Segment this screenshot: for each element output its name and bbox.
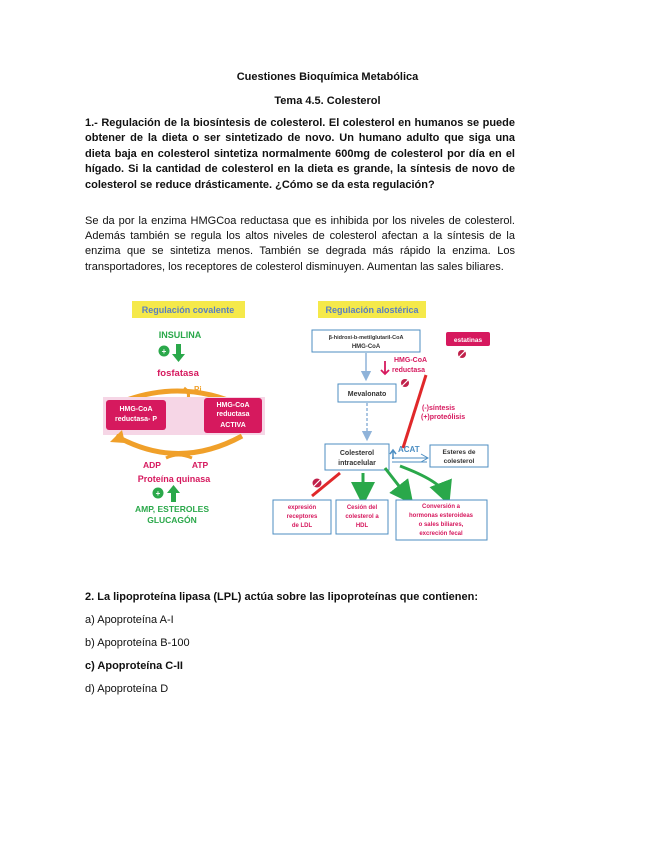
option-d: d) Apoproteína D	[85, 683, 169, 695]
covalent-regulation-panel	[100, 296, 270, 544]
synthesis-label: (-)síntesis	[422, 405, 456, 412]
enzyme-phosphorylated-box	[106, 400, 166, 430]
allosteric-regulation-panel	[273, 301, 490, 540]
cholesterol-line1: Colesterol	[339, 450, 375, 457]
enzyme-active-line1: HMG-CoA	[216, 402, 250, 409]
question-2-text: 2. La lipoproteína lipasa (LPL) actúa sobre las lipoproteínas que contienen:	[85, 591, 479, 603]
cholesterol-regulation-diagram	[100, 296, 495, 546]
enzyme-active-line2: reductasa	[216, 411, 250, 418]
mevalonate-label: Mevalonato	[347, 391, 387, 398]
option-c: c) Apoproteína C-II	[85, 660, 183, 672]
output-conversion-line4: excreción fecal	[419, 531, 463, 537]
reductase-line2: reductasa	[392, 367, 426, 374]
output-conversion-line3: o sales biliares,	[418, 522, 464, 528]
output-ldl-line3: de LDL	[291, 523, 313, 529]
reductase-line1: HMG-CoA	[394, 357, 428, 364]
output-hdl-line2: colesterol a	[345, 514, 379, 520]
insulina-label: INSULINA	[158, 330, 202, 340]
activators-line2: GLUCAGÓN	[147, 515, 197, 525]
document-title: Cuestiones Bioquímica Metabólica	[236, 71, 419, 83]
substrate-line1: β-hidroxi-b-metilglutaril-CoA	[328, 335, 404, 341]
activators-line1: AMP, ESTEROLES	[135, 504, 209, 514]
option-a: a) Apoproteína A-I	[85, 614, 174, 626]
fosfatasa-label: fosfatasa	[157, 368, 199, 379]
esters-line2: colesterol	[443, 458, 475, 465]
document-subtitle: Tema 4.5. Colesterol	[274, 95, 381, 107]
question-1-text: 1.- Regulación de la biosíntesis de colesterol. El colesterol en humanos se puede obtener de la dieta o ser sintetizado de novo. Un humano adulto que siga una dieta baja en colesterol sintetiza normalmente 600mg de colesterol por día en el hígado. Si la cantidad de colesterol en la dieta es grande, la síntesis de novo de colesterol se reduce drásticamente. ¿Cómo se da esta regulación?	[85, 117, 515, 191]
output-conversion-line2: hormonas esteroideas	[408, 513, 474, 519]
enzyme-p-line1: HMG-CoA	[119, 406, 153, 413]
proteolysis-label: (+)proteólisis	[421, 414, 466, 421]
svg-text:+: +	[155, 489, 161, 498]
output-ldl-line1: expresión	[287, 505, 317, 511]
question-1-answer: Se da por la enzima HMGCoa reductasa que es inhibida por los niveles de colesterol. Además también se regula los altos niveles de colesterol afectan a la síntesis de la enzima que se sintetiza menos. También se degrada más rápido la enzima. Los transportadores, los receptores de colesterol disminuyen. Aumentan las sales biliares.	[85, 215, 515, 273]
enzyme-active-line3: ACTIVA	[220, 422, 246, 429]
statins-label: estatinas	[453, 337, 483, 344]
acat-label: ACAT	[398, 445, 420, 454]
substrate-line2: HMG-CoA	[351, 344, 381, 350]
enzyme-p-line2: reductasa- P	[114, 416, 158, 423]
covalent-title: Regulación covalente	[141, 305, 235, 315]
kinase-label: Proteína quinasa	[137, 474, 211, 484]
svg-text:+: +	[161, 347, 167, 356]
cholesterol-line2: intracelular	[338, 460, 376, 467]
output-hdl-line1: Cesión del	[346, 505, 378, 511]
option-b: b) Apoproteína B-100	[85, 637, 190, 649]
atp-label: ATP	[191, 460, 209, 470]
output-conversion-line1: Conversión a	[421, 504, 461, 510]
esters-line1: Esteres de	[442, 449, 476, 456]
output-hdl-line3: HDL	[355, 523, 369, 529]
allosteric-title: Regulación alostérica	[325, 305, 419, 315]
output-ldl-line2: receptores	[286, 514, 318, 520]
adp-label: ADP	[143, 460, 161, 470]
pi-label: Pi	[194, 385, 202, 394]
